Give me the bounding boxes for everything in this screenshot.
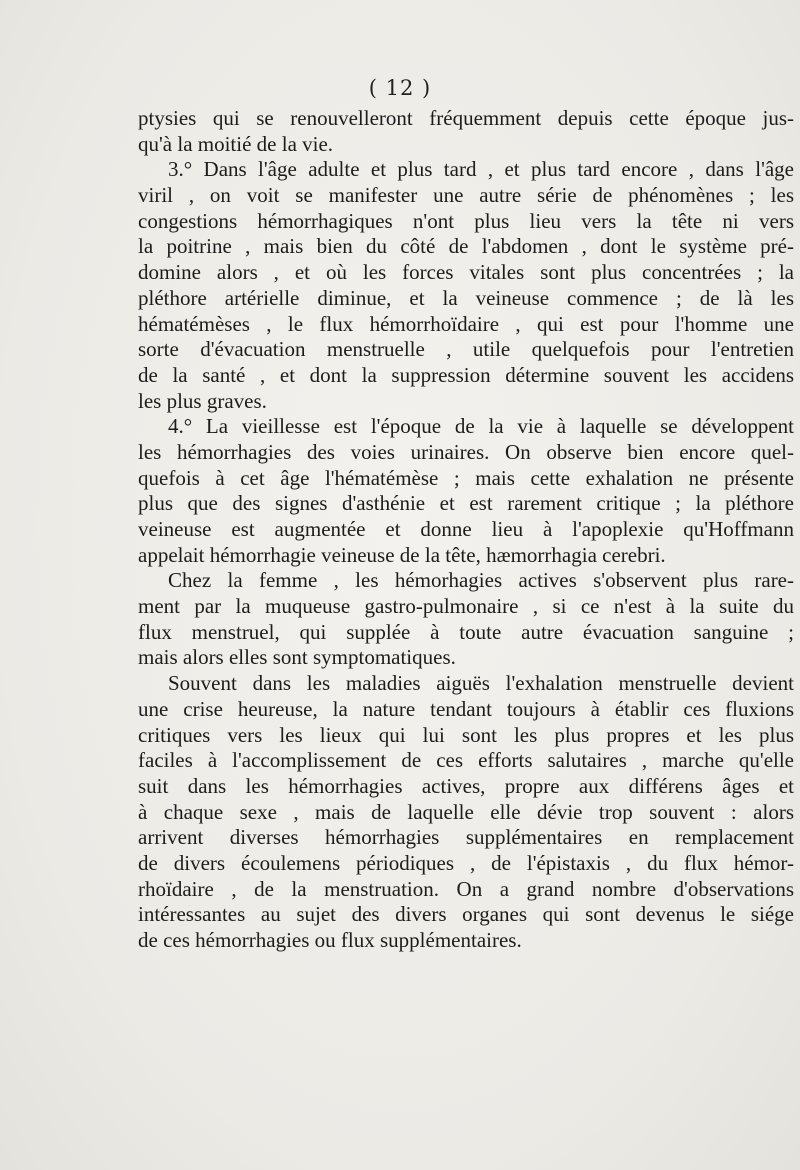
text-line: une crise heureuse, la nature tendant toujours à établir ces fluxions — [138, 696, 794, 721]
body-text — [138, 106, 794, 954]
text-line: arrivent diverses hémorrhagies supplémentaires en remplacement — [138, 825, 794, 850]
text-line: quefois à cet âge l'hématémèse ; mais cette exhalation ne présente — [138, 465, 794, 490]
text-line: qu'à la moitié de la vie. — [138, 131, 334, 156]
text-line: plus que des signes d'asthénie et est rarement critique ; la pléthore — [138, 491, 794, 516]
text-line: flux menstruel, qui supplée à toute autre évacuation sanguine ; — [138, 619, 794, 644]
text-line: hématémèses , le flux hémorrhoïdaire , qui est pour l'homme une — [138, 311, 794, 336]
text-line: à chaque sexe , mais de laquelle elle dévie trop souvent : alors — [138, 799, 794, 824]
text-line: de ces hémorrhagies ou flux supplémentaires. — [138, 928, 522, 952]
text-line: faciles à l'accomplissement de ces efforts salutaires , marche qu'elle — [138, 748, 794, 773]
text-line: veineuse est augmentée et donne lieu à l'apoplexie qu'Hoffmann — [138, 517, 794, 541]
text-line: congestions hémorrhagiques n'ont plus lieu vers la tête ni vers — [138, 208, 794, 233]
text-line: pléthore artérielle diminue, et la veineuse commence ; de là les — [138, 285, 794, 310]
text-line: intéressantes au sujet des divers organes qui sont devenus le siége — [138, 902, 794, 927]
text-line: Chez la femme , les hémorhagies actives s'observent plus rare- — [168, 568, 794, 593]
text-line: domine alors , et où les forces vitales sont plus concentrées ; la — [138, 260, 794, 285]
text-line: 3.° Dans l'âge adulte et plus tard , et plus tard encore , dans l'âge — [168, 157, 794, 182]
text-line: 4.° La vieillesse est l'époque de la vie à laquelle se développent — [168, 414, 794, 439]
text-line: critiques vers les lieux qui lui sont les plus propres et les plus — [138, 722, 794, 747]
text-line: suit dans les hémorrhagies actives, propre aux différens âges et — [138, 773, 794, 798]
text-line: les hémorrhagies des voies urinaires. On observe bien encore quel- — [138, 439, 794, 464]
page-number: ( 12 ) — [368, 76, 432, 100]
text-line: sorte d'évacuation menstruelle , utile quelquefois pour l'entretien — [138, 337, 794, 362]
text-line: la poitrine , mais bien du côté de l'abdomen , dont le système pré- — [138, 234, 794, 259]
text-line: ment par la muqueuse gastro-pulmonaire , si ce n'est à la suite du — [138, 594, 794, 619]
text-line: de la santé , et dont la suppression détermine souvent les accidens — [138, 362, 794, 387]
text-line: de divers écoulemens périodiques , de l'épistaxis , du flux hémor- — [138, 850, 794, 875]
text-line: appelait hémorrhagie veineuse de la tête, hæmorrhagia cerebri. — [138, 542, 666, 567]
text-line: Souvent dans les maladies aiguës l'exhalation menstruelle devient — [168, 671, 794, 696]
text-line: ptysies qui se renouvelleront fréquemment depuis cette époque jus- — [138, 106, 794, 130]
text-line: mais alors elles sont symptomatiques. — [138, 645, 456, 670]
text-line: viril , on voit se manifester une autre série de phénomènes ; les — [138, 183, 794, 208]
text-line: les plus graves. — [138, 388, 267, 413]
text-line: rhoïdaire , de la menstruation. On a grand nombre d'observations — [138, 876, 794, 901]
